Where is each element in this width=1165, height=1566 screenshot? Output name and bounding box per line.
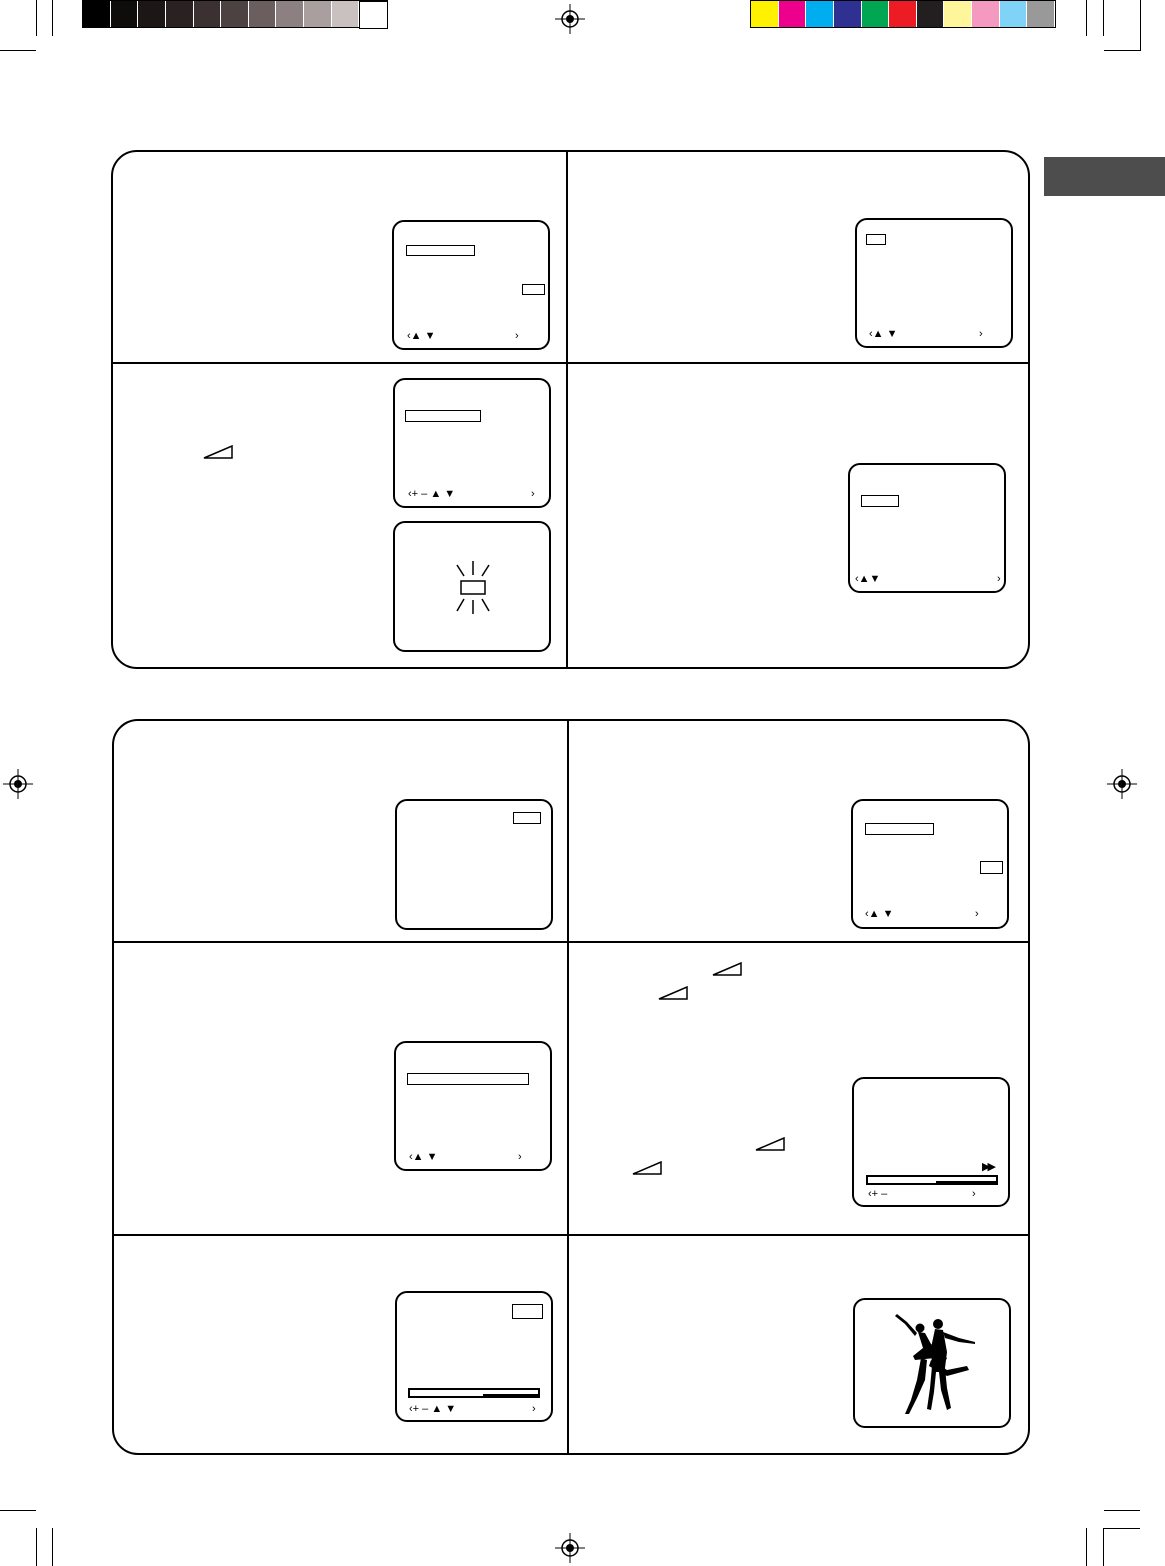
progress-bar-fill xyxy=(936,1181,996,1183)
registration-target-right xyxy=(1107,769,1137,799)
registration-swatch xyxy=(304,1,332,27)
tv-screen-blink xyxy=(393,521,551,652)
nav-up-down-hint: ‹▲ ▼ xyxy=(407,330,436,342)
nav-exit-hint: › xyxy=(515,330,519,342)
registration-swatch xyxy=(1000,1,1028,27)
menu-highlight-box xyxy=(866,234,886,245)
nav-exit-hint: › xyxy=(997,573,1001,585)
top-panel-horizontal-divider xyxy=(112,362,1028,364)
registration-swatch xyxy=(779,1,807,27)
value-box xyxy=(522,284,545,295)
progress-bar xyxy=(408,1388,540,1398)
registration-swatch xyxy=(194,1,222,27)
registration-swatch xyxy=(249,1,277,27)
tv-screen-progress xyxy=(395,1291,553,1422)
nav-exit-hint: › xyxy=(975,908,979,920)
menu-highlight-box xyxy=(407,1073,529,1085)
registration-swatch xyxy=(917,1,945,27)
progress-bar-fill xyxy=(483,1394,538,1396)
nav-up-down-hint: ‹▲ ▼ xyxy=(869,328,898,340)
nav-plus-minus-hint: ‹+ – xyxy=(868,1188,888,1200)
bottom-panel-horizontal-divider-2 xyxy=(113,1234,1029,1236)
nav-up-down-hint: ‹▲ ▼ xyxy=(865,908,894,920)
grayscale-registration-bar xyxy=(82,0,388,28)
registration-swatch xyxy=(276,1,304,27)
menu-highlight-box xyxy=(865,823,934,835)
bottom-panel-vertical-divider xyxy=(567,720,569,1454)
value-box xyxy=(980,861,1003,874)
tv-screen-menu xyxy=(848,463,1006,593)
registration-swatch xyxy=(834,1,862,27)
nav-up-down-hint: ‹▲▼ xyxy=(855,573,881,585)
color-registration-bar xyxy=(750,0,1056,28)
registration-target-top xyxy=(555,4,585,34)
tv-screen-menu xyxy=(393,378,551,508)
status-box xyxy=(512,1304,543,1319)
volume-triangle-icon xyxy=(632,1161,662,1175)
status-box xyxy=(513,812,541,824)
registration-target-left xyxy=(3,769,33,799)
side-tab xyxy=(1044,157,1165,196)
volume-triangle-icon xyxy=(755,1137,785,1151)
bottom-panel-horizontal-divider-1 xyxy=(113,941,1029,943)
registration-swatch xyxy=(806,1,834,27)
menu-highlight-box xyxy=(861,495,899,507)
ballet-dancers-image xyxy=(887,1308,979,1420)
menu-highlight-box xyxy=(406,245,475,256)
tv-screen-menu xyxy=(851,799,1009,929)
tv-screen-menu xyxy=(394,1041,552,1171)
nav-exit-hint: › xyxy=(531,488,535,500)
tv-screen-picture xyxy=(853,1298,1011,1428)
nav-plus-minus-up-down-hint: ‹+ – ▲ ▼ xyxy=(408,488,456,500)
tv-screen-menu xyxy=(392,220,550,350)
progress-bar xyxy=(866,1175,998,1185)
nav-exit-hint: › xyxy=(532,1403,536,1415)
registration-swatch xyxy=(83,1,111,27)
registration-swatch xyxy=(221,1,249,27)
volume-triangle-icon xyxy=(658,986,688,1000)
registration-swatch xyxy=(972,1,1000,27)
nav-exit-hint: › xyxy=(972,1188,976,1200)
registration-swatch xyxy=(332,1,360,27)
registration-swatch xyxy=(166,1,194,27)
volume-triangle-icon xyxy=(712,962,742,976)
nav-up-down-hint: ‹▲ ▼ xyxy=(409,1151,438,1163)
blinking-indicator-icon xyxy=(443,561,503,617)
fast-forward-icon: ▶▶ xyxy=(982,1161,993,1173)
registration-swatch xyxy=(889,1,917,27)
tv-screen-menu xyxy=(855,218,1013,348)
top-panel-vertical-divider xyxy=(566,151,568,668)
nav-plus-minus-up-down-hint: ‹+ – ▲ ▼ xyxy=(409,1403,457,1415)
registration-target-bottom xyxy=(555,1533,585,1563)
registration-swatch xyxy=(1027,1,1055,27)
tv-screen-blank xyxy=(395,799,553,930)
nav-exit-hint: › xyxy=(518,1151,522,1163)
registration-swatch xyxy=(111,1,139,27)
tv-screen-progress xyxy=(852,1077,1010,1207)
registration-swatch xyxy=(359,1,388,29)
registration-swatch xyxy=(944,1,972,27)
menu-highlight-box xyxy=(405,410,481,422)
registration-swatch xyxy=(751,1,779,27)
registration-swatch xyxy=(862,1,890,27)
nav-exit-hint: › xyxy=(979,328,983,340)
volume-triangle-icon xyxy=(203,445,233,459)
registration-swatch xyxy=(138,1,166,27)
